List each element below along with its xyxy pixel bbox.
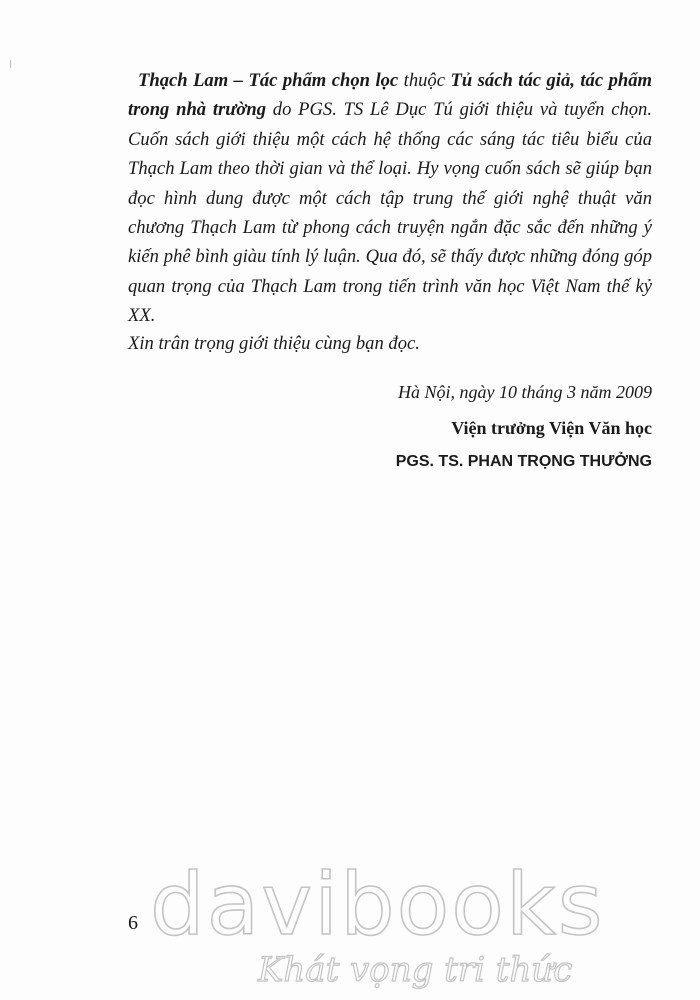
series-name: Tủ sách tác giả, tác phẩm trong nhà trường	[128, 70, 652, 121]
scan-mark	[10, 60, 11, 68]
closing-text: Xin trân trọng giới thiệu cùng bạn đọc.	[128, 333, 420, 354]
signature-name: PGS. TS. PHAN TRỌNG THƯỞNG	[395, 453, 652, 470]
watermark-tagline: Khát vọng tri thức	[258, 950, 573, 990]
watermark-logo: davibooks	[150, 855, 605, 955]
page-number: 6	[128, 912, 138, 934]
intro-paragraph	[128, 66, 652, 331]
intro-text-1: thuộc	[398, 70, 451, 91]
signature-date: Hà Nội, ngày 10 tháng 3 năm 2009	[398, 382, 652, 402]
signature-title: Viện trưởng Viện Văn học	[451, 418, 652, 438]
intro-text-2: do PGS. TS Lê Dục Tú giới thiệu và tuyển chọn. Cuốn sách giới thiệu một cách hệ thống các sáng tác tiêu biểu của Thạch Lam theo thời gian và thể loại. Hy vọng cuốn sách sẽ giúp bạn đọc hình dung được một cách tập trung thế giới nghệ thuật văn chương Thạch Lam từ phong cách truyện ngắn đặc sắc đến những ý kiến phê bình giàu tính lý luận. Qua đó, sẽ thấy được những đóng góp quan trọng của Thạch Lam trong tiến trình văn học Việt Nam thế kỷ XX.	[128, 99, 652, 327]
closing-line	[128, 333, 652, 355]
book-title: Thạch Lam – Tác phẩm chọn lọc	[138, 70, 399, 91]
